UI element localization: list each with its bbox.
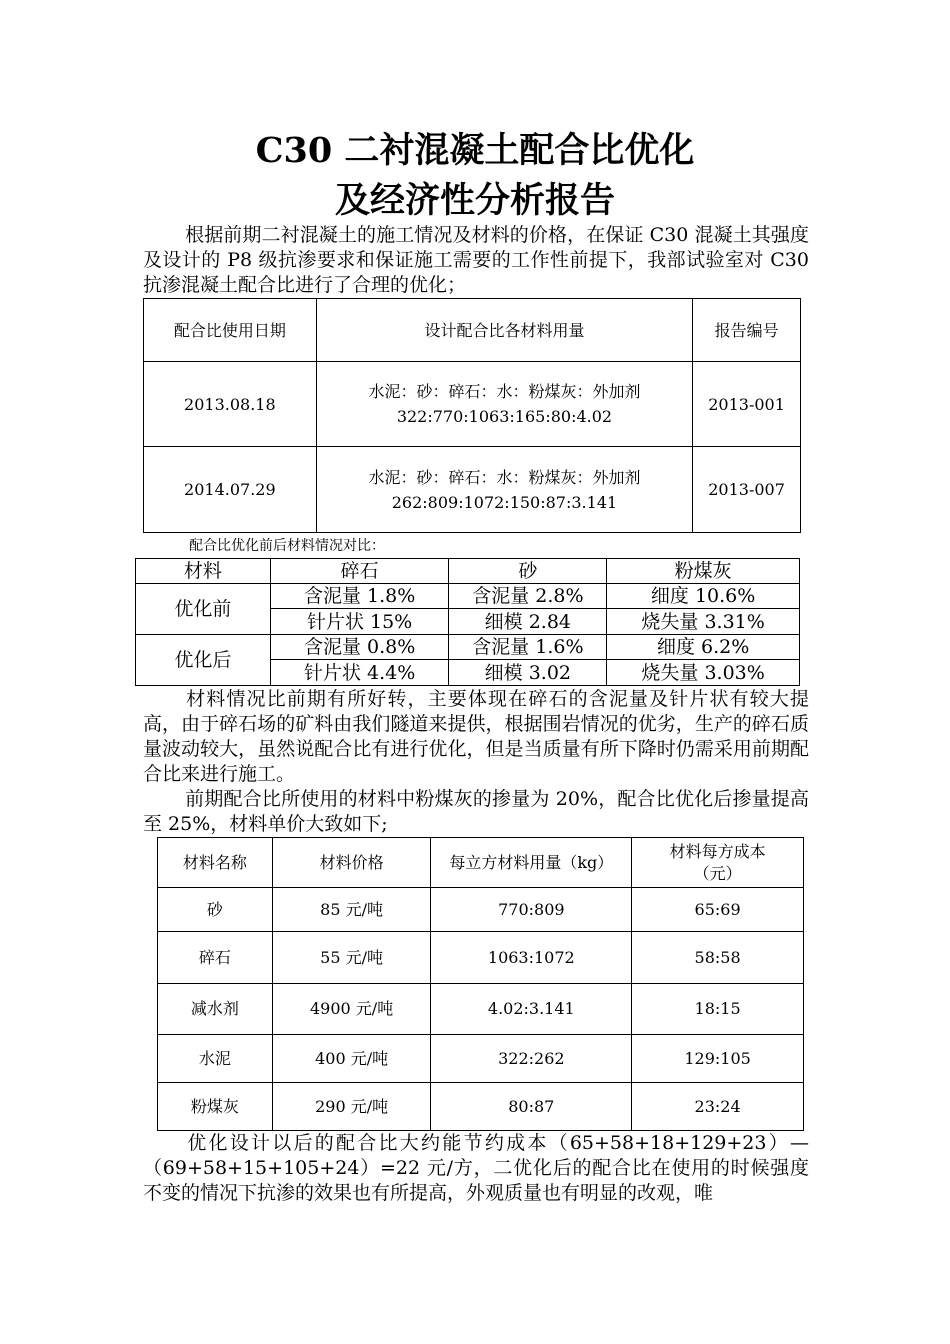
header-cell: 材料: [136, 559, 271, 584]
table-cell: 80:87: [431, 1083, 632, 1131]
table-row: [136, 584, 800, 609]
date-cell: 2014.07.29: [144, 447, 317, 533]
table-header-row: [158, 838, 804, 888]
table-row: [158, 984, 804, 1035]
material-cost-table: [157, 837, 804, 1131]
report-cell: 2013-001: [693, 362, 801, 447]
table-row: [158, 1035, 804, 1083]
table-cell: 烧失量 3.03%: [607, 660, 800, 686]
table-cell: 细模 3.02: [449, 660, 607, 686]
row-label-after: 优化后: [136, 635, 271, 686]
header-cell: 粉煤灰: [607, 559, 800, 584]
table-cell: 65:69: [632, 888, 804, 932]
table-cell: 针片状 4.4%: [270, 660, 449, 686]
table-row: [136, 635, 800, 660]
row-label-before: 优化前: [136, 584, 271, 635]
table-header-row: [136, 559, 800, 584]
table-cell: 细度 10.6%: [607, 584, 800, 609]
table-cell: 水泥: [158, 1035, 273, 1083]
table-cell: 322:262: [431, 1035, 632, 1083]
table-row: [158, 932, 804, 984]
table-cell: 针片状 15%: [270, 609, 449, 635]
header-cell: 报告编号: [693, 299, 801, 362]
table-cell: 4.02:3.141: [431, 984, 632, 1035]
table-cell: 减水剂: [158, 984, 273, 1035]
table-row: [144, 362, 801, 447]
table-cell: 砂: [158, 888, 273, 932]
material-compare-table: [135, 558, 800, 686]
header-cell: 配合比使用日期: [144, 299, 317, 362]
table-cell: 129:105: [632, 1035, 804, 1083]
table-cell: 770:809: [431, 888, 632, 932]
table-cell: 85 元/吨: [272, 888, 431, 932]
table-cell: 含泥量 2.8%: [449, 584, 607, 609]
table-cell: 400 元/吨: [272, 1035, 431, 1083]
table-cell: 碎石: [158, 932, 273, 984]
table-cell: 58:58: [632, 932, 804, 984]
header-cell: 材料每方成本（元）: [632, 838, 804, 888]
date-cell: 2013.08.18: [144, 362, 317, 447]
report-title-line2: 及经济性分析报告: [334, 180, 615, 221]
table-cell: 细模 2.84: [449, 609, 607, 635]
ratio-cell: 水泥：砂：碎石：水：粉煤灰：外加剂 322:770:1063:165:80:4.02: [316, 362, 692, 447]
report-cell: 2013-007: [693, 447, 801, 533]
intro-paragraph: 根据前期二衬混凝土的施工情况及材料的价格，在保证 C30 混凝土其强度及设计的 P8 级抗渗要求和保证施工需要的工作性前提下，我部试验室对 C30 抗渗混凝土配合比进行了合理的优化；: [143, 224, 809, 296]
table-row: [158, 1083, 804, 1131]
header-cell: 材料价格: [272, 838, 431, 888]
ratio-cell: 水泥：砂：碎石：水：粉煤灰：外加剂 262:809:1072:150:87:3.141: [316, 447, 692, 533]
header-cell: 砂: [449, 559, 607, 584]
conclusion-paragraph: 优化设计以后的配合比大约能节约成本（65+58+18+129+23）—（69+58+15+105+24）=22 元/方，二优化后的配合比在使用的时候强度不变的情况下抗渗的效果也有所提高，外观质量也有明显的改观，唯: [143, 1132, 809, 1204]
flyash-paragraph: 前期配合比所使用的材料中粉煤灰的掺量为 20%，配合比优化后掺量提高至 25%，材料单价大致如下;: [143, 788, 809, 835]
table-cell: 含泥量 0.8%: [270, 635, 449, 660]
table-header-row: [144, 299, 801, 362]
table-cell: 含泥量 1.8%: [270, 584, 449, 609]
header-cell: 设计配合比各材料用量: [316, 299, 692, 362]
header-cell: 每立方材料用量（kg）: [431, 838, 632, 888]
table-cell: 23:24: [632, 1083, 804, 1131]
header-cell: 碎石: [270, 559, 449, 584]
table-row: [144, 447, 801, 533]
table-cell: 含泥量 1.6%: [449, 635, 607, 660]
table-cell: 18:15: [632, 984, 804, 1035]
table-cell: 290 元/吨: [272, 1083, 431, 1131]
table-cell: 4900 元/吨: [272, 984, 431, 1035]
material-analysis-paragraph: 材料情况比前期有所好转，主要体现在碎石的含泥量及针片状有较大提高，由于碎石场的矿料由我们隧道来提供，根据围岩情况的优劣，生产的碎石质量波动较大，虽然说配合比有进行优化，但是当质量有所下降时仍需采用前期配合比来进行施工。: [143, 688, 809, 785]
table-cell: 细度 6.2%: [607, 635, 800, 660]
table-cell: 粉煤灰: [158, 1083, 273, 1131]
table-cell: 1063:1072: [431, 932, 632, 984]
header-cell: 材料名称: [158, 838, 273, 888]
compare-caption: 配合比优化前后材料情况对比：: [189, 538, 385, 554]
table-row: [158, 888, 804, 932]
mix-ratio-table: [143, 298, 801, 533]
table-cell: 55 元/吨: [272, 932, 431, 984]
report-title-line1: C30 二衬混凝土配合比优化: [255, 130, 695, 171]
table-cell: 烧失量 3.31%: [607, 609, 800, 635]
